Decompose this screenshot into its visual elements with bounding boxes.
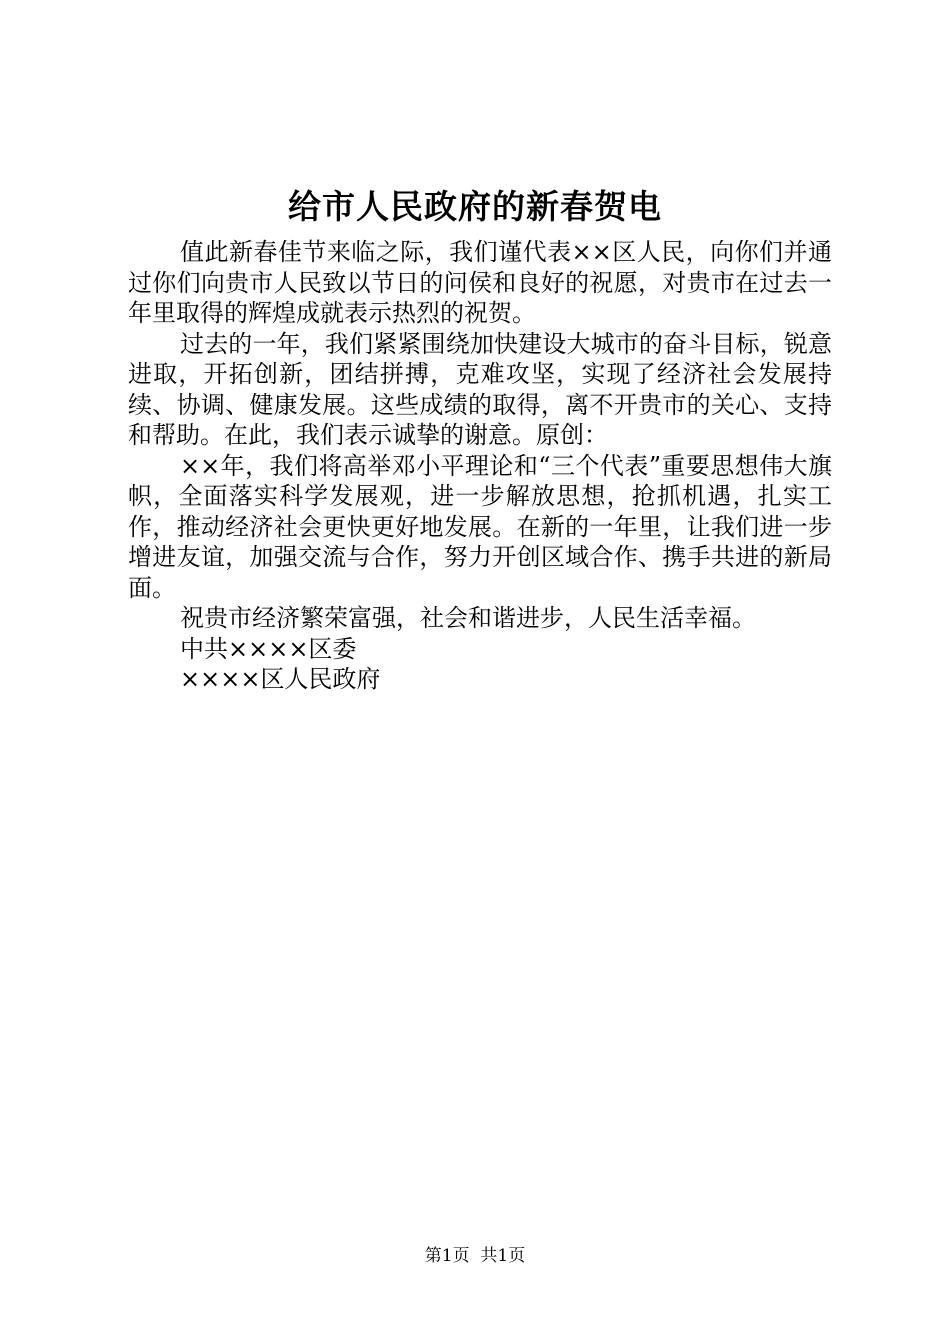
document-title: 给市人民政府的新春贺电 <box>288 187 662 226</box>
paragraph-greeting: 值此新春佳节来临之际，我们谨代表××区人民，向你们并通过你们向贵市人民致以节日的问侯和良好的祝愿，对贵市在过去一年里取得的辉煌成就表示热烈的祝贺。 <box>128 238 832 327</box>
page-footer <box>0 1245 950 1267</box>
page-number-label: 第1页 共1页 <box>424 1246 526 1266</box>
paragraph-outlook: ××年，我们将高举邓小平理论和“三个代表”重要思想伟大旗帜，全面落实科学发展观，进一步解放思想，抢抓机遇，扎实工作，推动经济社会更快更好地发展。在新的一年里，让我们进一步增进友谊，加强交流与合作，努力开创区域合作、携手共进的新局面。 <box>128 451 832 602</box>
signatory-party-committee: 中共××××区委 <box>180 634 357 663</box>
document-body <box>128 237 832 695</box>
paragraph-review: 过去的一年，我们紧紧围绕加快建设大城市的奋斗目标，锐意进取，开拓创新，团结拼搏，克难攻坚，实现了经济社会发展持续、协调、健康发展。这些成绩的取得，离不开贵市的关心、支持和帮助。在此，我们表示诚挚的谢意。原创： <box>128 329 832 449</box>
closing-wishes: 祝贵市经济繁荣富强，社会和谐进步，人民生活幸福。 <box>180 604 756 632</box>
signatory-government: ××××区人民政府 <box>180 665 381 693</box>
